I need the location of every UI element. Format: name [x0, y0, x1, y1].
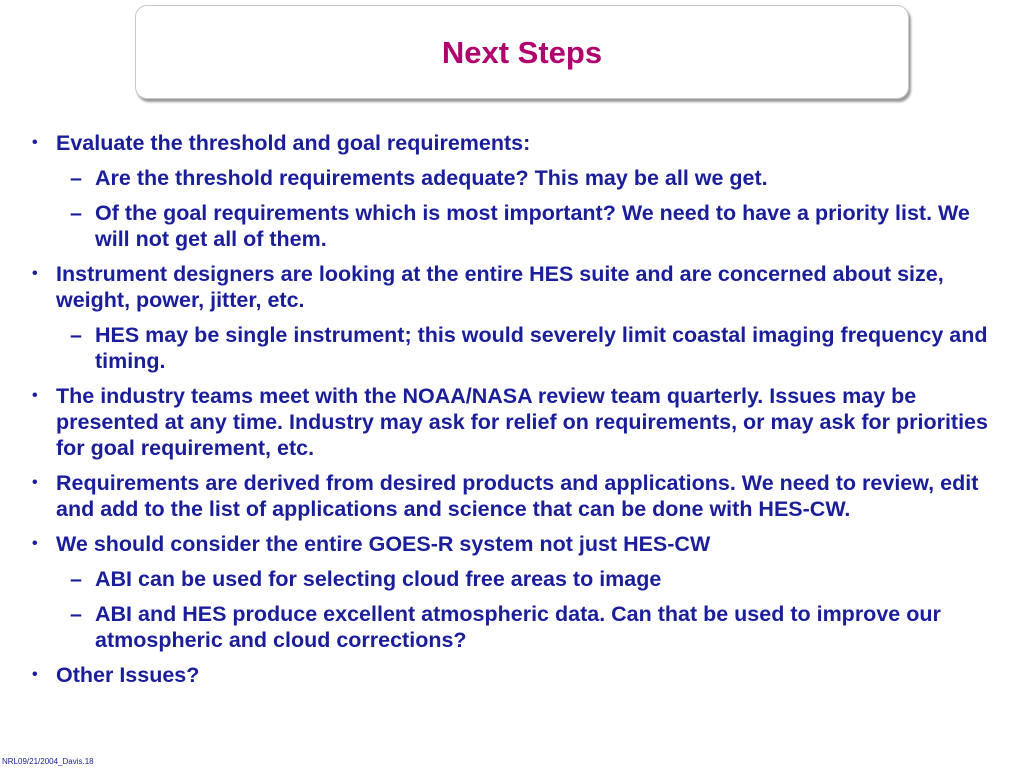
bullet-item	[32, 383, 1002, 461]
bullet-text: Evaluate the threshold and goal requirements:	[56, 131, 531, 155]
bullet-marker: •	[32, 535, 38, 552]
bullet-marker: •	[32, 134, 38, 151]
bullet-item	[32, 130, 1002, 156]
sub-bullet-item	[32, 165, 1002, 191]
bullet-text: We should consider the entire GOES-R system not just HES-CW	[56, 532, 711, 556]
bullet-text: The industry teams meet with the NOAA/NASA review team quarterly. Issues may be presented at any time. Industry may ask for relief on requirements, or may ask for priorities for goal requirement, etc.	[56, 384, 988, 460]
bullet-marker: •	[32, 387, 38, 404]
sub-bullet-text: Are the threshold requirements adequate? This may be all we get.	[95, 166, 768, 190]
bullet-marker: •	[32, 666, 38, 683]
sub-bullet-marker: –	[70, 602, 82, 626]
sub-bullet-item	[32, 601, 1002, 653]
bullet-list	[32, 130, 1002, 688]
sub-bullet-item	[32, 566, 1002, 592]
bullet-text: Requirements are derived from desired products and applications. We need to review, edit and add to the list of applications and science that can be done with HES-CW.	[56, 471, 979, 521]
sub-bullet-marker: –	[70, 166, 82, 190]
sub-bullet-text: ABI and HES produce excellent atmospheric data. Can that be used to improve our atmospheric and cloud corrections?	[95, 602, 941, 652]
bullet-text: Other Issues?	[56, 663, 200, 687]
bullet-item	[32, 261, 1002, 313]
bullet-item	[32, 662, 1002, 688]
bullet-marker: •	[32, 265, 38, 282]
sub-bullet-marker: –	[70, 201, 82, 225]
title-box	[135, 5, 909, 99]
bullet-marker: •	[32, 474, 38, 491]
bullet-text: Instrument designers are looking at the entire HES suite and are concerned about size, weight, power, jitter, etc.	[56, 262, 944, 312]
sub-bullet-text: HES may be single instrument; this would severely limit coastal imaging frequency and timing.	[95, 323, 988, 373]
sub-bullet-item	[32, 322, 1002, 374]
sub-bullet-marker: –	[70, 323, 82, 347]
sub-bullet-marker: –	[70, 567, 82, 591]
slide-title: Next Steps	[441, 34, 603, 70]
bullet-item	[32, 470, 1002, 522]
bullet-item	[32, 531, 1002, 557]
sub-bullet-text: ABI can be used for selecting cloud free areas to image	[95, 567, 662, 591]
sub-bullet-item	[32, 200, 1002, 252]
sub-bullet-text: Of the goal requirements which is most important? We need to have a priority list. We will not get all of them.	[95, 201, 970, 251]
slide-footer: NRL09/21/2004_Davis.18	[2, 757, 94, 766]
